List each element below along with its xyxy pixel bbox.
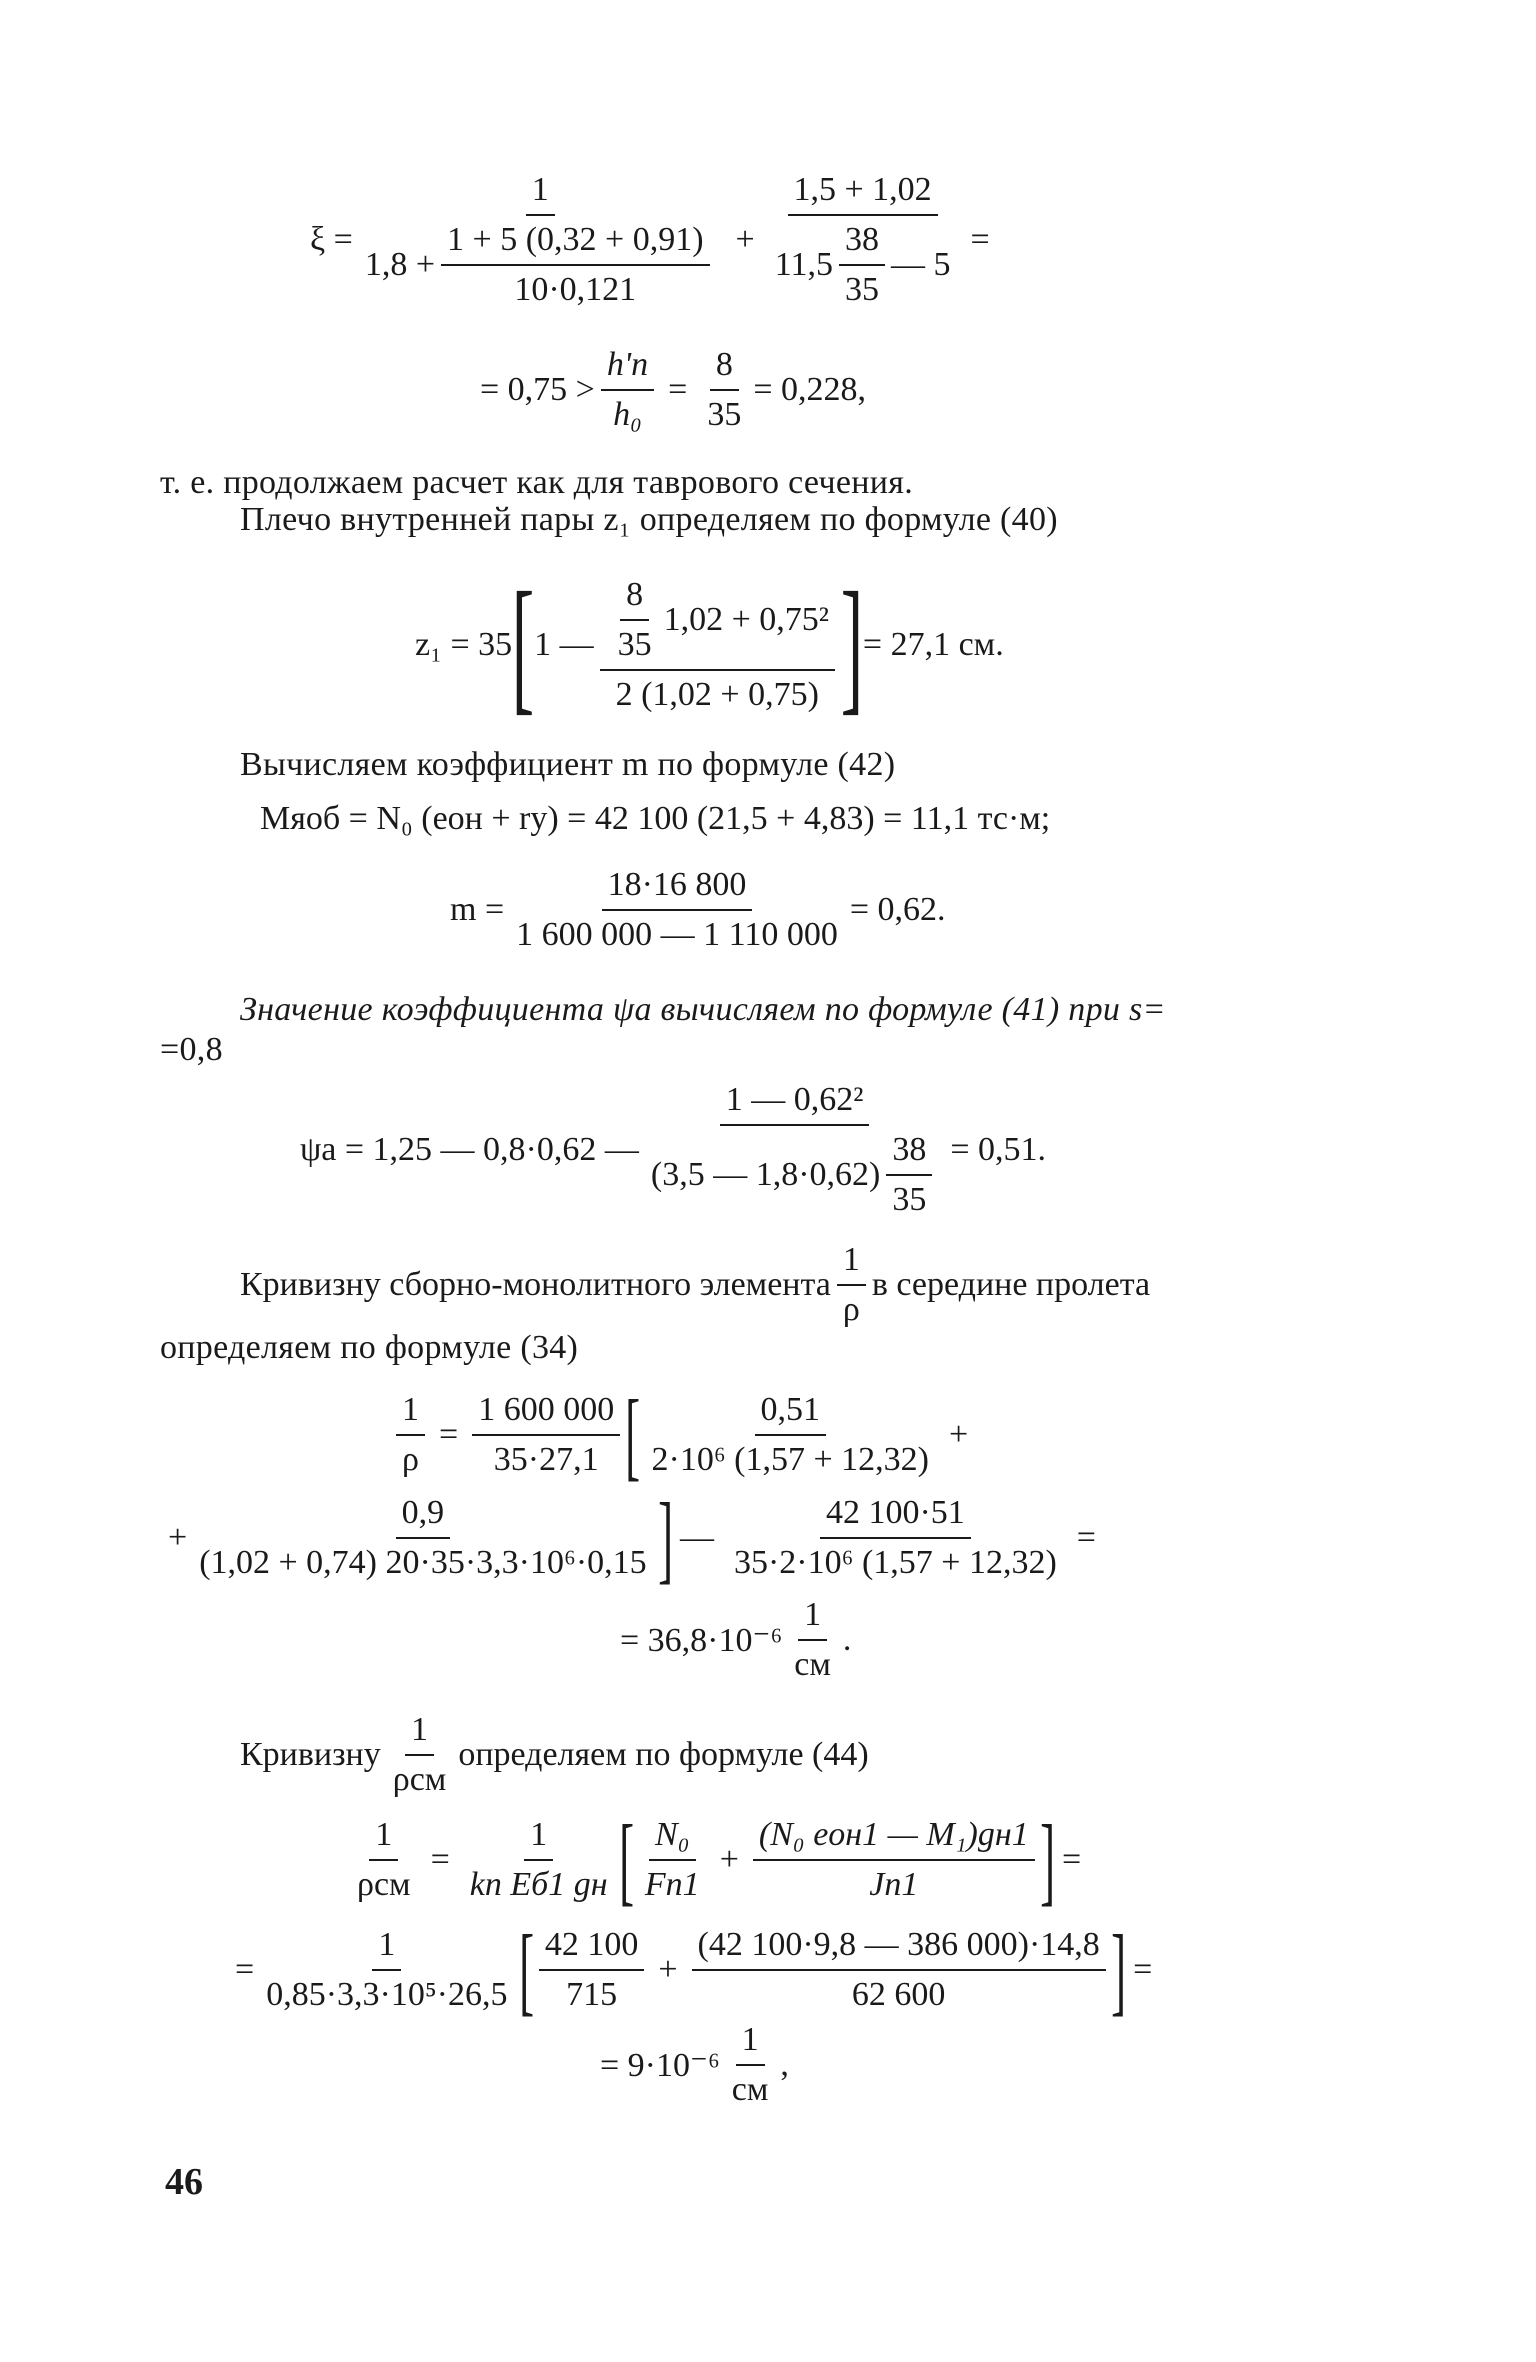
xi-eq: =: [668, 371, 688, 408]
rhosm-result: [600, 2020, 789, 2110]
rhosm-a-den: Fп1: [644, 1866, 700, 1903]
rho-right-bracket: ]: [657, 1482, 673, 1593]
psi-rhs: = 0,51.: [950, 1131, 1047, 1168]
xi-f2-num: 1,5 + 1,02: [788, 170, 938, 216]
z1-den: 2 (1,02 + 0,75): [615, 676, 819, 713]
rhosm-eq-end: =: [1062, 1841, 1082, 1878]
text-kriv-2: определяем по формуле (34): [160, 1329, 579, 1366]
xi-lhs: ξ =: [310, 221, 353, 258]
rhosm-lhs-num: 1: [369, 1815, 398, 1861]
rhosm-d-den: 715: [566, 1976, 618, 2013]
rhosm-c-den: 0,85·3,3·10⁵·26,5: [266, 1976, 508, 2013]
xi-f1-num: 1: [526, 170, 555, 216]
xi-formula-line2: [480, 345, 866, 435]
mob-line: [260, 800, 1050, 838]
z1-num-frac-num: 8: [620, 575, 649, 621]
xi-f1-inner-den: 10·0,121: [514, 271, 637, 308]
page-number: 46: [165, 2161, 203, 2203]
mob-line-text: Mяоб = N₀ (eон + rу) = 42 100 (21,5 + 4,83) = 11,1 тс·м;: [260, 800, 1051, 837]
rho-b2-den: (1,02 + 0,74) 20·35·3,3·10⁶·0,15: [199, 1544, 647, 1581]
rho-b3-den: 35·2·10⁶ (1,57 + 12,32): [733, 1544, 1057, 1581]
rhosm-formula-line1: [345, 1804, 1089, 1915]
rhosm-res-num: 1: [736, 2020, 765, 2066]
m-den: 1 600 000 — 1 110 000: [516, 916, 838, 953]
rhosm-k-num: 1: [524, 1815, 553, 1861]
rhosm-l2-eq: =: [235, 1951, 255, 1988]
rho-left-bracket: [: [625, 1379, 641, 1490]
rho-res-den: см: [794, 1646, 831, 1683]
text-kriv-1b: в середине пролета: [871, 1266, 1151, 1303]
xi-r-den: 35: [707, 396, 742, 433]
xi-f1-den-pre: 1,8 +: [364, 246, 436, 283]
z1-lhs: z₁ = 35: [415, 626, 513, 663]
z1-formula: [415, 562, 1004, 728]
rhosm-right-bracket-1: ]: [1039, 1804, 1055, 1915]
rhosm-plus2: +: [658, 1951, 678, 1988]
rho-l2-plus: +: [168, 1519, 188, 1556]
z1-rhs: = 27,1 см.: [862, 626, 1004, 663]
rhosm-lhs-den: ρсм: [357, 1866, 411, 1903]
text-psi-1: Значение коэффициента ψа вычисляем по формуле (41) при s=: [240, 991, 1166, 1028]
rhosm-res-post: ,: [780, 2046, 789, 2083]
text-kriv-1-frac-num: 1: [837, 1240, 866, 1286]
rho-formula-line2: [168, 1482, 1104, 1593]
text-plecho: Плечо внутренней пары z₁ определяем по формуле (40): [240, 501, 1058, 538]
xi-f2-den-pre: 11,5: [774, 246, 833, 283]
psi-den-pre: (3,5 — 1,8·0,62): [650, 1156, 881, 1193]
text-vych-m: Вычисляем коэффициент m по формуле (42): [240, 746, 896, 783]
rho-res-num: 1: [798, 1595, 827, 1641]
rho-b3-num: 42 100·51: [820, 1493, 971, 1539]
xi-fraction-2: [769, 170, 957, 310]
rhosm-eq-end2: =: [1133, 1951, 1153, 1988]
rho-c-den: 35·27,1: [493, 1441, 599, 1478]
text-kriv-sm-frac-num: 1: [405, 1710, 434, 1756]
rhosm-e-num: (42 100·9,8 — 386 000)·14,8: [692, 1925, 1106, 1971]
rhosm-eq: =: [430, 1841, 450, 1878]
text-kriv-sm-a: Кривизну: [240, 1736, 381, 1773]
z1-fraction: [600, 575, 835, 715]
rhosm-formula-line2: [235, 1914, 1160, 2025]
text-kriv-1: [240, 1240, 1150, 1330]
xi-f2-den-frac-num: 38: [839, 220, 885, 266]
text-psi-2: =0,8: [160, 1031, 223, 1068]
rho-lhs-den: ρ: [402, 1441, 419, 1478]
xi-eq-end: =: [970, 221, 990, 258]
rhosm-c-num: 1: [372, 1925, 401, 1971]
z1-num-rest: 1,02 + 0,75²: [663, 601, 829, 638]
z1-left-bracket: [: [511, 562, 535, 728]
rhosm-b-den: Jп1: [869, 1866, 919, 1903]
xi-formula-line1: [310, 170, 998, 310]
m-num: 18·16 800: [602, 865, 753, 911]
rho-res-post: .: [842, 1621, 852, 1658]
rhosm-d-num: 42 100: [539, 1925, 645, 1971]
text-kriv-sm-b: определяем по формуле (44): [458, 1736, 869, 1773]
psi-num: 1 — 0,62²: [720, 1080, 870, 1126]
rhosm-res-den: см: [731, 2071, 769, 2108]
rho-eq: =: [439, 1416, 459, 1453]
xi-f2-den-post: — 5: [890, 246, 951, 283]
z1-num-frac-den: 35: [617, 626, 652, 663]
rhosm-e-den: 62 600: [851, 1976, 946, 2013]
xi-hn-den: h₀: [613, 396, 642, 433]
rho-b2-num: 0,9: [396, 1493, 451, 1539]
psi-formula: [300, 1080, 1046, 1220]
rho-res-pre: = 36,8·10⁻⁶: [620, 1622, 783, 1659]
rhosm-right-bracket-2: ]: [1110, 1914, 1126, 2025]
rhosm-k-den: kп Eб1 gн: [469, 1866, 608, 1903]
psi-den-frac-den: 35: [892, 1181, 927, 1218]
text-kriv-1a: Кривизну сборно-монолитного элемента: [240, 1266, 831, 1303]
rhosm-left-bracket-2: [: [518, 1914, 534, 2025]
xi-f1-inner-num: 1 + 5 (0,32 + 0,91): [441, 220, 710, 266]
rho-result: [620, 1595, 851, 1685]
rhosm-res-pre: = 9·10⁻⁶: [600, 2047, 720, 2084]
rho-b1-num: 0,51: [755, 1390, 827, 1436]
rho-plus: +: [949, 1416, 969, 1453]
xi-hn-num: h'п: [601, 345, 654, 391]
rho-lhs-num: 1: [396, 1390, 425, 1436]
rho-b1-den: 2·10⁶ (1,57 + 12,32): [651, 1441, 929, 1478]
text-kriv-sm-frac-den: ρсм: [392, 1761, 447, 1798]
rhosm-left-bracket-1: [: [618, 1804, 634, 1915]
z1-right-bracket: ]: [840, 562, 864, 728]
text-kriv-sm: [240, 1710, 869, 1800]
m-formula: [450, 865, 946, 955]
rho-c-num: 1 600 000: [472, 1390, 620, 1436]
rhosm-a-num: N₀: [649, 1815, 696, 1861]
m-rhs: = 0,62.: [849, 891, 946, 928]
psi-den-frac-num: 38: [886, 1130, 932, 1176]
rhosm-b-num: (N₀ eон1 — M₁)gн1: [753, 1815, 1035, 1861]
xi-line2-pre: = 0,75 >: [480, 371, 595, 408]
text-te: т. е. продолжаем расчет как для таврового сечения.: [160, 464, 913, 501]
rhosm-plus: +: [719, 1841, 739, 1878]
rho-formula-line1: [390, 1379, 976, 1490]
xi-f2-den-frac-den: 35: [844, 271, 879, 308]
text-kriv-1-frac-den: ρ: [842, 1291, 860, 1328]
xi-fraction-1: [359, 170, 722, 310]
psi-lhs: ψа = 1,25 — 0,8·0,62 —: [300, 1131, 639, 1168]
m-lhs: m =: [450, 891, 505, 928]
rho-minus: —: [679, 1519, 714, 1556]
xi-plus: +: [735, 221, 755, 258]
rho-eq-end: =: [1076, 1519, 1096, 1556]
xi-line2-post: = 0,228,: [753, 371, 867, 408]
xi-r-num: 8: [710, 345, 739, 391]
z1-one-minus: 1 —: [534, 626, 594, 663]
